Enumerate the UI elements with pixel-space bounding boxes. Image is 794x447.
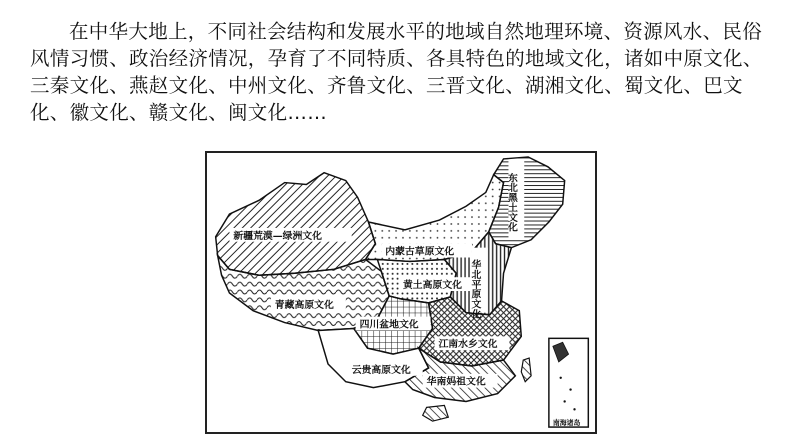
label-yungui: 云贵高原文化 — [351, 364, 411, 376]
label-huanan: 华南妈祖文化 — [426, 376, 486, 388]
label-huangtu: 黄土高原文化 — [402, 280, 463, 292]
label-jiangnan: 江南水乡文化 — [438, 339, 498, 351]
label-huabei: 华北平原文化 — [469, 259, 481, 319]
regional-culture-map — [205, 151, 597, 434]
region-xinjiang — [216, 173, 376, 276]
intro-paragraph: 在中华大地上，不同社会结构和发展水平的地域自然地理环境、资源风水、民俗风情习惯、政治经济情况，孕育了不同特质、各具特色的地域文化，诸如中原文化、三秦文化、燕赵文化、中州文化、齐鲁文化、三晋文化、湖湘文化、蜀文化、巴文化、徽文化、赣文化、闽文化…… — [30, 20, 763, 124]
island-taiwan — [521, 358, 531, 382]
label-neimenggu: 内蒙古草原文化 — [385, 246, 455, 258]
label-qingzang: 青藏高原文化 — [274, 299, 334, 311]
map-svg — [207, 153, 595, 432]
label-dongbei: 东北黑土文化 — [505, 172, 517, 232]
label-xinjiang: 新疆荒漠—绿洲文化 — [233, 230, 323, 242]
island-hainan — [423, 405, 449, 421]
label-inset: 南海诸岛 — [552, 419, 581, 428]
label-sichuan: 四川盆地文化 — [359, 319, 419, 331]
region-dongbei — [489, 157, 565, 248]
